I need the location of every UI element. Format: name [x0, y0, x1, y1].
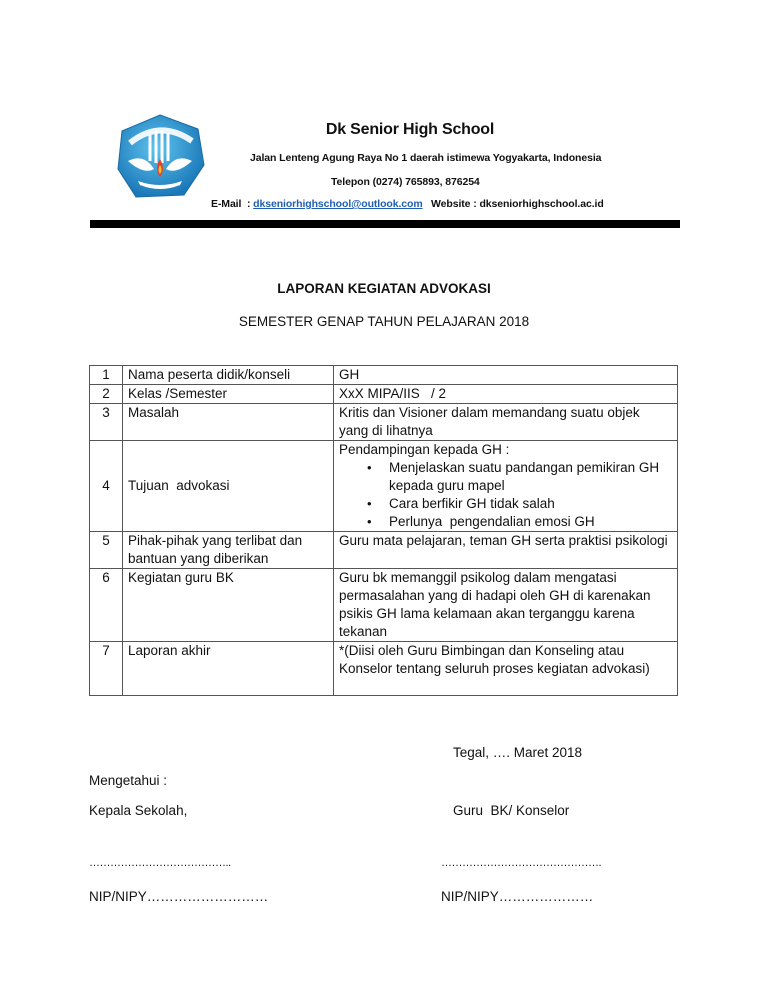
bullet-list — [339, 459, 672, 531]
row-number: 3 — [90, 404, 123, 441]
row-value: Kritis dan Visioner dalam memandang suatu objek yang di lihatnya — [334, 404, 678, 441]
header-divider — [90, 220, 680, 228]
place-date: Tegal, …. Maret 2018 — [453, 745, 583, 760]
document-title: LAPORAN KEGIATAN ADVOKASI — [277, 281, 491, 296]
principal-title: Kepala Sekolah, — [89, 803, 188, 818]
row-label: Kelas /Semester — [123, 385, 334, 404]
website-value: dkseniorhighschool.ac.id — [479, 198, 604, 210]
table-row — [90, 441, 678, 532]
table-row — [90, 404, 678, 441]
advocacy-report-table — [89, 365, 678, 696]
row-label: Laporan akhir — [123, 642, 334, 696]
row-number: 7 — [90, 642, 123, 696]
row-label: Nama peserta didik/konseli — [123, 366, 334, 385]
email-label: E-Mail : — [211, 198, 254, 210]
row-label: Kegiatan guru BK — [123, 569, 334, 642]
row-label: Masalah — [123, 404, 334, 441]
table-row — [90, 642, 678, 696]
email-link[interactable]: dkseniorhighschool@outlook.com — [253, 198, 423, 210]
row-value: Guru bk memanggil psikolog dalam mengatasi permasalahan yang di hadapi oleh GH di karenakan psikis GH lama kelamaan akan terganggu karena tekanan — [334, 569, 678, 642]
bullet-item: • Cara berfikir GH tidak salah — [367, 495, 672, 513]
row-value — [334, 441, 678, 532]
row-value: XxX MIPA/IIS / 2 — [334, 385, 678, 404]
bullet-item: • Menjelaskan suatu pandangan pemikiran GH kepada guru mapel — [367, 459, 672, 495]
row-label: Tujuan advokasi — [123, 441, 334, 532]
principal-nip: NIP/NIPY……………………… — [89, 889, 269, 904]
counselor-name-line: ………………………………………. — [441, 857, 602, 869]
acknowledged-label: Mengetahui : — [89, 773, 168, 788]
principal-name-line: ………………………………….. — [89, 857, 231, 869]
row-value: Guru mata pelajaran, teman GH serta praktisi psikologi — [334, 532, 678, 569]
school-name: Dk Senior High School — [325, 121, 495, 138]
school-contact — [211, 198, 604, 210]
school-address: Jalan Lenteng Agung Raya No 1 daerah istimewa Yogyakarta, Indonesia — [250, 152, 602, 164]
table-row — [90, 532, 678, 569]
row-value: GH — [334, 366, 678, 385]
counselor-nip: NIP/NIPY………………… — [441, 889, 594, 904]
counselor-title: Guru BK/ Konselor — [453, 803, 570, 818]
row-number: 1 — [90, 366, 123, 385]
row-label: Pihak-pihak yang terlibat dan bantuan yang diberikan — [123, 532, 334, 569]
row-number: 2 — [90, 385, 123, 404]
school-phone: Telepon (0274) 765893, 876254 — [331, 176, 480, 188]
row-number: 6 — [90, 569, 123, 642]
table-row — [90, 569, 678, 642]
bullet-item: • Perlunya pengendalian emosi GH — [367, 513, 672, 531]
row-value-intro: Pendampingan kepada GH : — [339, 442, 510, 457]
website-label: Website : — [422, 198, 480, 210]
document-subtitle: SEMESTER GENAP TAHUN PELAJARAN 2018 — [238, 314, 530, 329]
table-row — [90, 385, 678, 404]
row-number: 5 — [90, 532, 123, 569]
row-value: *(Diisi oleh Guru Bimbingan dan Konseling atau Konselor tentang seluruh proses kegiatan advokasi) — [334, 642, 678, 696]
table-row — [90, 366, 678, 385]
row-number: 4 — [90, 441, 123, 532]
